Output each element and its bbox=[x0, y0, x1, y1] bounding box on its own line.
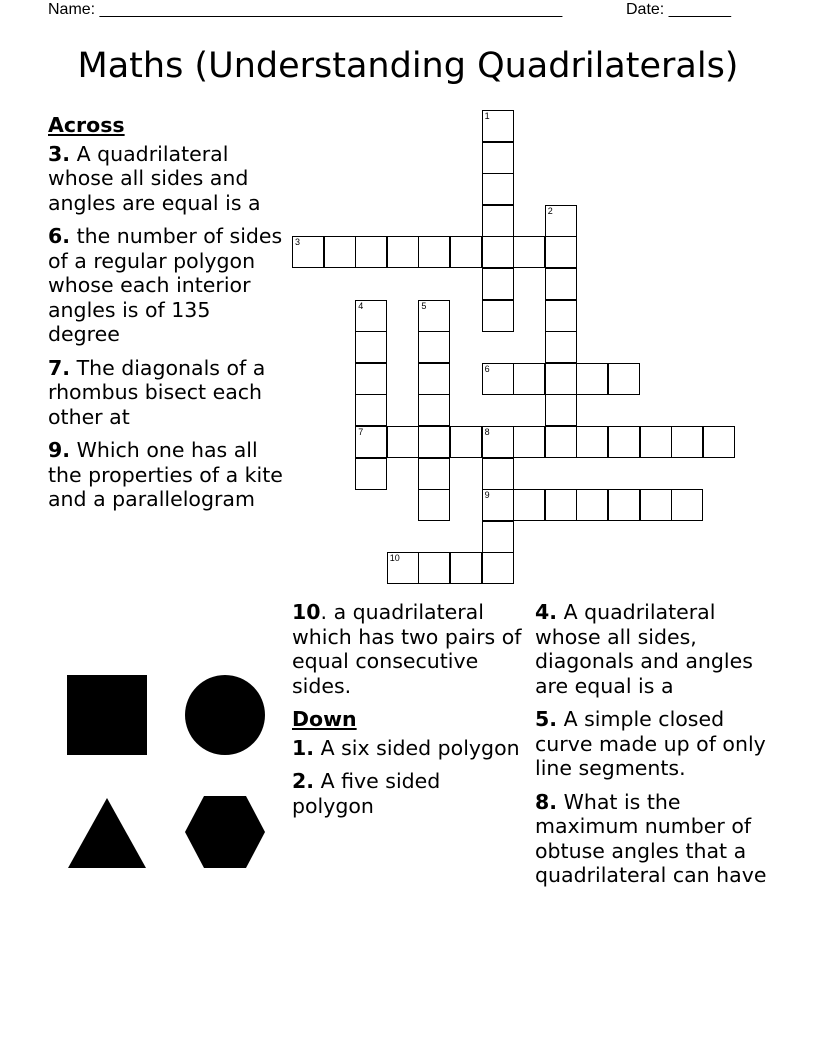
cell-number: 6 bbox=[484, 363, 490, 374]
crossword-cell[interactable] bbox=[418, 552, 450, 584]
page-title: Maths (Understanding Quadrilaterals) bbox=[77, 46, 739, 86]
clue-number: 1. bbox=[292, 735, 315, 760]
crossword-cell[interactable] bbox=[545, 300, 577, 332]
crossword-cell[interactable] bbox=[482, 268, 514, 300]
crossword-cell[interactable] bbox=[482, 426, 514, 458]
crossword-cell[interactable] bbox=[482, 521, 514, 553]
clue-across-3 bbox=[48, 142, 283, 216]
down-heading: Down bbox=[292, 707, 357, 731]
across-heading: Across bbox=[48, 113, 125, 137]
clue-across-10 bbox=[292, 600, 528, 698]
crossword-cell[interactable] bbox=[482, 236, 514, 268]
crossword-cell[interactable] bbox=[387, 552, 419, 584]
clue-text: Which one has all the properties of a kite and a parallelogram bbox=[48, 438, 283, 511]
cell-number: 5 bbox=[421, 300, 427, 311]
crossword-cell[interactable] bbox=[640, 426, 672, 458]
crossword-cell[interactable] bbox=[482, 173, 514, 205]
crossword-cell[interactable] bbox=[324, 236, 356, 268]
crossword-cell[interactable] bbox=[355, 458, 387, 490]
cell-number: 2 bbox=[547, 205, 553, 216]
clue-across-9 bbox=[48, 438, 283, 512]
crossword-cell[interactable] bbox=[482, 552, 514, 584]
crossword-cell[interactable] bbox=[292, 236, 324, 268]
clue-number: 3. bbox=[48, 141, 71, 166]
clue-text: the number of sides of a regular polygon whose each interior angles is of 135 degree bbox=[48, 224, 283, 346]
crossword-cell[interactable] bbox=[545, 363, 577, 395]
crossword-cell[interactable] bbox=[671, 426, 703, 458]
clue-number: 4. bbox=[535, 600, 558, 624]
crossword-cell[interactable] bbox=[482, 142, 514, 174]
cell-number: 7 bbox=[358, 427, 364, 437]
crossword-cell[interactable] bbox=[576, 426, 608, 458]
clue-text: A simple closed curve made up of only line segments. bbox=[535, 707, 766, 780]
crossword-cell[interactable] bbox=[387, 426, 419, 458]
crossword-cell[interactable] bbox=[513, 236, 545, 268]
crossword-cell[interactable] bbox=[418, 236, 450, 268]
crossword-cell[interactable] bbox=[418, 331, 450, 363]
crossword-cell[interactable] bbox=[355, 300, 387, 332]
crossword-cell[interactable] bbox=[482, 363, 514, 395]
clue-number: 7. bbox=[48, 355, 71, 380]
crossword-cell[interactable] bbox=[450, 552, 482, 584]
square-shape-icon bbox=[66, 674, 148, 756]
crossword-cell[interactable] bbox=[355, 331, 387, 363]
clue-text: . a quadrilateral which has two pairs of equal consecutive sides. bbox=[292, 600, 522, 698]
crossword-cell[interactable] bbox=[418, 300, 450, 332]
circle-shape-icon bbox=[184, 674, 266, 756]
hexagon-shape-icon bbox=[184, 794, 266, 870]
clue-number: 2. bbox=[292, 769, 315, 793]
crossword-cell[interactable] bbox=[482, 458, 514, 490]
crossword-cell[interactable] bbox=[450, 236, 482, 268]
cell-number: 1 bbox=[484, 111, 490, 121]
clue-text: What is the maximum number of obtuse angles that a quadrilateral can have bbox=[535, 789, 767, 887]
crossword-cell[interactable] bbox=[387, 236, 419, 268]
clue-number: 6. bbox=[48, 224, 71, 248]
clue-text: The diagonals of a rhombus bisect each other at bbox=[48, 355, 266, 429]
triangle-shape-icon bbox=[66, 796, 148, 870]
clue-down-4 bbox=[535, 600, 775, 698]
clue-number: 8. bbox=[535, 789, 558, 814]
crossword-cell[interactable] bbox=[545, 489, 577, 521]
clue-down-1 bbox=[292, 736, 528, 761]
crossword-cell[interactable] bbox=[418, 426, 450, 458]
crossword-cell[interactable] bbox=[608, 363, 640, 395]
clue-text: A quadrilateral whose all sides and angles are equal is a bbox=[48, 141, 261, 215]
crossword-cell[interactable] bbox=[482, 300, 514, 332]
cell-number: 9 bbox=[484, 490, 490, 501]
crossword-cell[interactable] bbox=[418, 458, 450, 490]
crossword-cell[interactable] bbox=[513, 426, 545, 458]
clue-down-5 bbox=[535, 707, 775, 781]
clue-number: 5. bbox=[535, 707, 558, 731]
crossword-cell[interactable] bbox=[482, 110, 514, 142]
crossword-cell[interactable] bbox=[576, 489, 608, 521]
clue-across-6 bbox=[48, 224, 283, 347]
crossword-cell[interactable] bbox=[545, 331, 577, 363]
cell-number: 4 bbox=[358, 300, 364, 311]
crossword-cell[interactable] bbox=[418, 363, 450, 395]
clue-text: A six sided polygon bbox=[314, 735, 520, 760]
clue-across-7 bbox=[48, 356, 283, 430]
clue-number: 10 bbox=[292, 600, 321, 624]
crossword-cell[interactable] bbox=[545, 268, 577, 300]
cell-number: 8 bbox=[484, 427, 490, 437]
crossword-cell[interactable] bbox=[703, 426, 735, 458]
across-clues-column bbox=[48, 113, 283, 521]
cell-number: 10 bbox=[389, 553, 400, 564]
crossword-cell[interactable] bbox=[482, 489, 514, 521]
cell-number: 3 bbox=[295, 237, 301, 248]
crossword-cell[interactable] bbox=[513, 363, 545, 395]
crossword-cell[interactable] bbox=[545, 236, 577, 268]
crossword-cell[interactable] bbox=[545, 394, 577, 426]
crossword-cell[interactable] bbox=[355, 363, 387, 395]
crossword-cell[interactable] bbox=[671, 489, 703, 521]
header bbox=[48, 0, 748, 20]
crossword-cell[interactable] bbox=[608, 489, 640, 521]
middle-clues-column bbox=[292, 600, 528, 827]
right-clues-column bbox=[535, 600, 775, 897]
clue-down-8 bbox=[535, 790, 775, 888]
date-field-label[interactable]: Date: _______ bbox=[626, 1, 731, 18]
clue-text: A five sided polygon bbox=[292, 769, 441, 818]
crossword-cell[interactable] bbox=[576, 363, 608, 395]
clue-text: A quadrilateral whose all sides, diagonals and angles are equal is a bbox=[535, 600, 753, 698]
crossword-cell[interactable] bbox=[418, 489, 450, 521]
clue-number: 9. bbox=[48, 438, 71, 462]
crossword-cell[interactable] bbox=[482, 205, 514, 237]
crossword-cell[interactable] bbox=[608, 426, 640, 458]
crossword-cell[interactable] bbox=[545, 426, 577, 458]
crossword-cell[interactable] bbox=[513, 489, 545, 521]
crossword-cell[interactable] bbox=[355, 394, 387, 426]
name-field-label[interactable]: Name: ____________________________________________________ bbox=[48, 1, 563, 18]
crossword-cell[interactable] bbox=[640, 489, 672, 521]
crossword-cell[interactable] bbox=[355, 236, 387, 268]
crossword-cell[interactable] bbox=[450, 426, 482, 458]
crossword-cell[interactable] bbox=[418, 394, 450, 426]
crossword-cell[interactable] bbox=[545, 205, 577, 237]
crossword-cell[interactable] bbox=[355, 426, 387, 458]
clue-down-2 bbox=[292, 769, 528, 818]
